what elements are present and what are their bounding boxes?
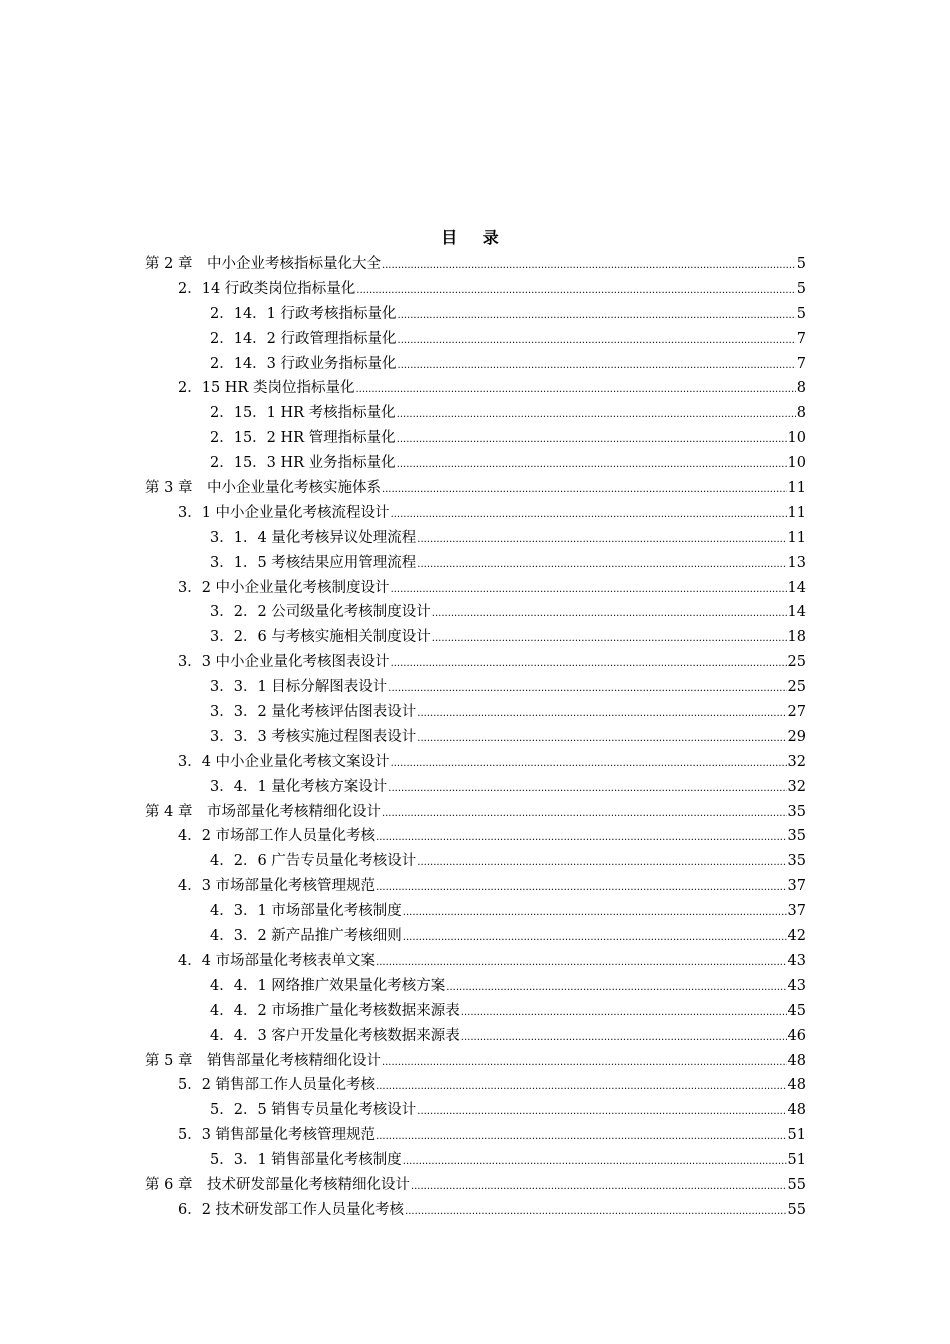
toc-dot-leader <box>376 1123 786 1150</box>
toc-entry[interactable] <box>145 302 806 327</box>
toc-entry[interactable] <box>145 551 806 576</box>
toc-entry[interactable] <box>145 974 806 999</box>
toc-entry-label: 3．3 中小企业量化考核图表设计 <box>178 654 390 671</box>
toc-entry-label: 4．4 市场部量化考核表单文案 <box>178 952 376 969</box>
toc-dot-leader <box>397 451 787 478</box>
toc-entry[interactable] <box>145 849 806 874</box>
toc-page-number: 11 <box>787 529 806 546</box>
toc-page-number: 5 <box>796 305 806 322</box>
toc-dot-leader <box>398 302 796 329</box>
toc-dot-leader <box>417 1098 786 1125</box>
toc-dot-leader <box>411 1173 787 1200</box>
toc-entry-label: 第 3 章 中小企业量化考核实施体系 <box>145 480 381 497</box>
toc-entry-label: 4．4．1 网络推广效果量化考核方案 <box>210 977 446 994</box>
toc-page-number: 5 <box>796 256 806 272</box>
toc-entry[interactable] <box>145 750 806 775</box>
toc-entry[interactable] <box>145 1123 806 1148</box>
toc-page-number: 11 <box>787 504 806 521</box>
toc-page-number: 14 <box>787 579 806 596</box>
toc-page-number: 37 <box>787 903 806 920</box>
toc-entry-label: 3．4 中小企业量化考核文案设计 <box>178 753 390 770</box>
toc-entry[interactable] <box>145 451 806 476</box>
toc-dot-leader <box>391 650 787 677</box>
toc-entry-label: 3．3．3 考核实施过程图表设计 <box>210 728 417 745</box>
toc-entry[interactable] <box>145 1098 806 1123</box>
toc-entry[interactable] <box>145 924 806 949</box>
toc-entry-label: 4．3 市场部量化考核管理规范 <box>178 878 376 895</box>
toc-dot-leader <box>432 625 787 652</box>
toc-dot-leader <box>461 999 787 1026</box>
toc-entry[interactable] <box>145 700 806 725</box>
toc-page-number: 8 <box>796 380 806 397</box>
toc-dot-leader <box>388 775 786 802</box>
toc-page-number: 10 <box>787 455 806 472</box>
toc-page-number: 51 <box>787 1152 806 1169</box>
toc-entry[interactable] <box>145 800 806 825</box>
table-of-contents <box>145 252 806 1223</box>
toc-entry-label: 第 4 章 市场部量化考核精细化设计 <box>145 803 381 820</box>
toc-page-number: 11 <box>787 480 806 497</box>
toc-page-number: 7 <box>796 330 806 347</box>
toc-dot-leader <box>417 551 786 578</box>
toc-entry[interactable] <box>145 476 806 501</box>
toc-dot-leader <box>398 327 796 354</box>
toc-dot-leader <box>403 1148 787 1175</box>
toc-entry[interactable] <box>145 675 806 700</box>
toc-page-number: 18 <box>787 629 806 646</box>
toc-entry-label: 2．15．2 HR 管理指标量化 <box>210 430 396 447</box>
toc-entry[interactable] <box>145 650 806 675</box>
toc-entry-label: 3．1 中小企业量化考核流程设计 <box>178 504 390 521</box>
toc-page-number: 35 <box>787 803 806 820</box>
toc-page-number: 25 <box>787 654 806 671</box>
toc-page-number: 51 <box>787 1127 806 1144</box>
toc-entry-label: 5．2 销售部工作人员量化考核 <box>178 1077 376 1094</box>
toc-dot-leader <box>355 376 795 403</box>
toc-entry[interactable] <box>145 252 806 277</box>
toc-dot-leader <box>417 700 786 727</box>
toc-entry[interactable] <box>145 1024 806 1049</box>
toc-page-number: 43 <box>787 952 806 969</box>
toc-entry[interactable] <box>145 401 806 426</box>
toc-page-number: 43 <box>787 977 806 994</box>
toc-page-number: 55 <box>787 1176 806 1193</box>
toc-dot-leader <box>382 476 787 503</box>
toc-dot-leader <box>397 426 787 453</box>
toc-dot-leader <box>461 1024 787 1051</box>
toc-page-number: 48 <box>787 1077 806 1094</box>
toc-dot-leader <box>376 949 786 976</box>
toc-dot-leader <box>388 675 786 702</box>
toc-entry[interactable] <box>145 352 806 377</box>
toc-dot-leader <box>391 750 787 777</box>
toc-entry-label: 5．3．1 销售部量化考核制度 <box>210 1152 402 1169</box>
toc-entry-label: 2．15 HR 类岗位指标量化 <box>178 380 355 397</box>
toc-entry[interactable] <box>145 899 806 924</box>
toc-page-number: 7 <box>796 355 806 372</box>
toc-page-number: 55 <box>787 1201 806 1218</box>
toc-page-number: 48 <box>787 1102 806 1119</box>
toc-page-number: 13 <box>787 554 806 571</box>
toc-entry-label: 4．4．2 市场推广量化考核数据来源表 <box>210 1002 460 1019</box>
toc-page-number: 48 <box>787 1052 806 1069</box>
toc-dot-leader <box>403 924 787 951</box>
toc-entry-label: 3．3．1 目标分解图表设计 <box>210 679 388 696</box>
toc-entry-label: 4．3．1 市场部量化考核制度 <box>210 903 402 920</box>
toc-entry-label: 2．15．1 HR 考核指标量化 <box>210 405 396 422</box>
toc-title: 目 录 <box>441 228 509 247</box>
toc-dot-leader <box>391 501 787 528</box>
toc-entry[interactable] <box>145 376 806 401</box>
toc-dot-leader <box>376 824 786 851</box>
toc-entry-label: 3．2．2 公司级量化考核制度设计 <box>210 604 431 621</box>
toc-entry-label: 3．4．1 量化考核方案设计 <box>210 778 388 795</box>
toc-entry[interactable] <box>145 1148 806 1173</box>
toc-dot-leader <box>397 401 796 428</box>
toc-page-number: 5 <box>796 280 806 297</box>
toc-entry-label: 2．14．1 行政考核指标量化 <box>210 305 397 322</box>
toc-entry[interactable] <box>145 1073 806 1098</box>
toc-entry[interactable] <box>145 1198 806 1223</box>
toc-page-number: 29 <box>787 728 806 745</box>
toc-page-number: 8 <box>796 405 806 422</box>
toc-entry[interactable] <box>145 426 806 451</box>
toc-entry-label: 4．3．2 新产品推广考核细则 <box>210 928 402 945</box>
toc-entry-label: 4．2．6 广告专员量化考核设计 <box>210 853 417 870</box>
toc-entry[interactable] <box>145 277 806 302</box>
toc-dot-leader <box>382 1049 787 1076</box>
toc-entry-label: 2．14．3 行政业务指标量化 <box>210 355 397 372</box>
toc-dot-leader <box>391 576 787 603</box>
toc-entry[interactable] <box>145 600 806 625</box>
toc-entry[interactable] <box>145 526 806 551</box>
toc-page-number: 27 <box>787 704 806 721</box>
toc-dot-leader <box>356 277 795 304</box>
toc-dot-leader <box>398 352 796 379</box>
toc-page-number: 46 <box>787 1027 806 1044</box>
toc-entry-label: 3．3．2 量化考核评估图表设计 <box>210 704 417 721</box>
toc-entry[interactable] <box>145 327 806 352</box>
toc-entry[interactable] <box>145 874 806 899</box>
toc-dot-leader <box>405 1198 786 1225</box>
toc-entry[interactable] <box>145 1173 806 1198</box>
toc-page-number: 45 <box>787 1002 806 1019</box>
toc-entry[interactable] <box>145 824 806 849</box>
toc-entry-label: 6．2 技术研发部工作人员量化考核 <box>178 1201 405 1218</box>
toc-entry-label: 3．1．4 量化考核异议处理流程 <box>210 529 417 546</box>
toc-page-number: 32 <box>787 753 806 770</box>
toc-entry[interactable] <box>145 576 806 601</box>
toc-entry-label: 4．4．3 客户开发量化考核数据来源表 <box>210 1027 460 1044</box>
toc-entry-label: 3．1．5 考核结果应用管理流程 <box>210 554 417 571</box>
toc-entry[interactable] <box>145 625 806 650</box>
toc-entry[interactable] <box>145 725 806 750</box>
toc-dot-leader <box>382 800 787 827</box>
toc-page-number: 14 <box>787 604 806 621</box>
toc-entry-label: 5．2．5 销售专员量化考核设计 <box>210 1102 417 1119</box>
toc-page-number: 35 <box>787 853 806 870</box>
toc-entry-label: 第 2 章 中小企业考核指标量化大全 <box>145 256 381 272</box>
toc-entry-label: 3．2．6 与考核实施相关制度设计 <box>210 629 431 646</box>
toc-entry[interactable] <box>145 999 806 1024</box>
toc-entry[interactable] <box>145 501 806 526</box>
toc-entry[interactable] <box>145 1049 806 1074</box>
toc-entry[interactable] <box>145 775 806 800</box>
toc-entry-label: 2．15．3 HR 业务指标量化 <box>210 455 396 472</box>
toc-page-number: 10 <box>787 430 806 447</box>
toc-entry-label: 3．2 中小企业量化考核制度设计 <box>178 579 390 596</box>
toc-entry-label: 2．14 行政类岗位指标量化 <box>178 280 356 297</box>
toc-page-number: 32 <box>787 778 806 795</box>
toc-dot-leader <box>432 600 787 627</box>
toc-dot-leader <box>376 874 786 901</box>
toc-entry-label: 4．2 市场部工作人员量化考核 <box>178 828 376 845</box>
toc-entry[interactable] <box>145 949 806 974</box>
toc-page-number: 42 <box>787 928 806 945</box>
toc-entry-label: 第 5 章 销售部量化考核精细化设计 <box>145 1052 381 1069</box>
toc-dot-leader <box>446 974 786 1001</box>
toc-dot-leader <box>417 526 786 553</box>
toc-dot-leader <box>417 849 786 876</box>
toc-page-number: 35 <box>787 828 806 845</box>
toc-entry-label: 第 6 章 技术研发部量化考核精细化设计 <box>145 1176 410 1193</box>
toc-entry-label: 2．14．2 行政管理指标量化 <box>210 330 397 347</box>
toc-dot-leader <box>403 899 787 926</box>
toc-page-number: 25 <box>787 679 806 696</box>
toc-page-number: 37 <box>787 878 806 895</box>
toc-entry-label: 5．3 销售部量化考核管理规范 <box>178 1127 376 1144</box>
toc-dot-leader <box>382 252 796 279</box>
toc-dot-leader <box>417 725 786 752</box>
toc-dot-leader <box>376 1073 786 1100</box>
